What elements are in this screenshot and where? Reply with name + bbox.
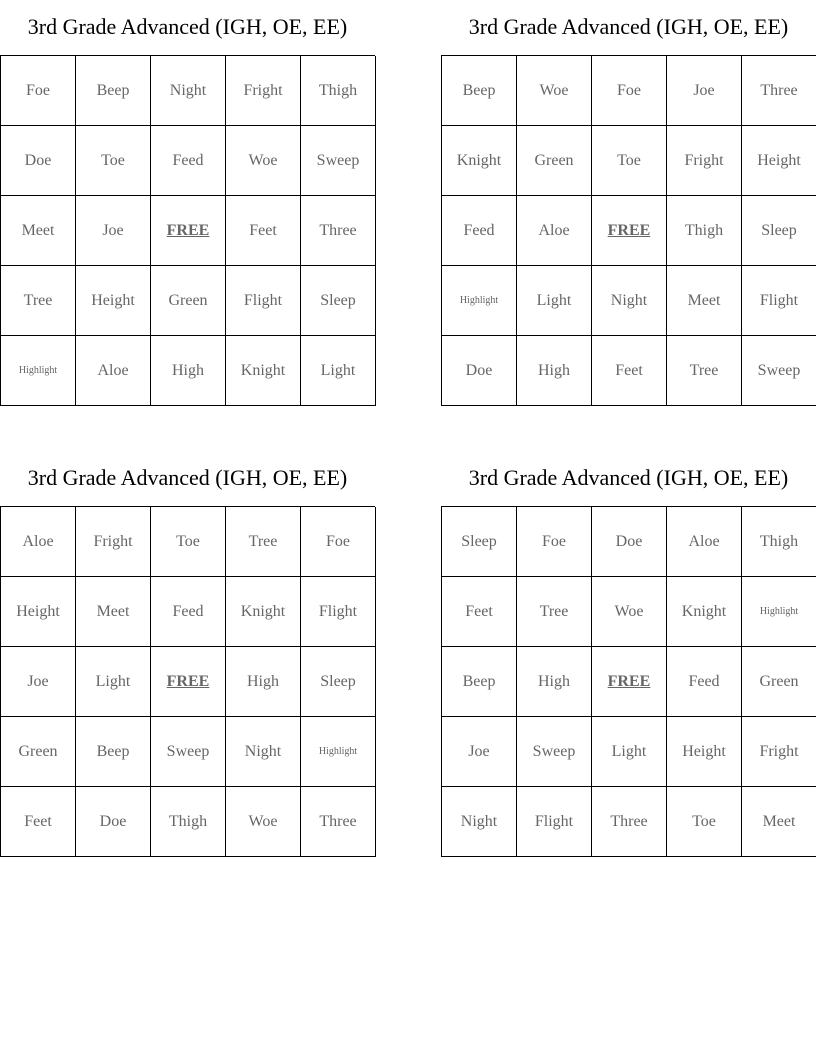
bingo-cell: Doe	[1, 126, 76, 196]
bingo-grid	[441, 55, 816, 406]
bingo-cell: Knight	[226, 336, 301, 406]
card-title: 3rd Grade Advanced (IGH, OE, EE)	[468, 465, 789, 490]
bingo-cell: Joe	[442, 717, 517, 787]
bingo-cell: Aloe	[517, 196, 592, 266]
bingo-cell: Flight	[517, 787, 592, 857]
bingo-cell: Highlight	[1, 336, 76, 406]
bingo-cell: Meet	[1, 196, 76, 266]
bingo-cell: Height	[742, 126, 816, 196]
bingo-cell: Night	[226, 717, 301, 787]
bingo-cell: Knight	[226, 577, 301, 647]
bingo-cell: Fright	[667, 126, 742, 196]
bingo-cell: Toe	[76, 126, 151, 196]
bingo-cell: Knight	[667, 577, 742, 647]
bingo-cell: Foe	[517, 507, 592, 577]
bingo-cell: Sweep	[301, 126, 376, 196]
bingo-cell: Fright	[76, 507, 151, 577]
free-space: FREE	[592, 196, 667, 266]
bingo-cell: Thigh	[151, 787, 226, 857]
bingo-cell: Feed	[151, 577, 226, 647]
bingo-cell: Toe	[592, 126, 667, 196]
bingo-cell: Green	[517, 126, 592, 196]
bingo-cell: Meet	[667, 266, 742, 336]
bingo-cell: Light	[76, 647, 151, 717]
bingo-cell: Flight	[226, 266, 301, 336]
bingo-cell: Sleep	[442, 507, 517, 577]
bingo-card-2	[441, 10, 816, 406]
bingo-cell: Night	[151, 56, 226, 126]
bingo-cell: Doe	[592, 507, 667, 577]
bingo-cell: High	[151, 336, 226, 406]
bingo-cell: Meet	[76, 577, 151, 647]
bingo-cell: Feet	[1, 787, 76, 857]
bingo-cell: Aloe	[667, 507, 742, 577]
bingo-cell: Foe	[301, 507, 376, 577]
bingo-cell: Flight	[301, 577, 376, 647]
bingo-cell: Thigh	[667, 196, 742, 266]
bingo-cell: Night	[442, 787, 517, 857]
bingo-cell: Light	[517, 266, 592, 336]
bingo-grid	[0, 506, 375, 857]
bingo-cell: Height	[667, 717, 742, 787]
bingo-cell: Aloe	[1, 507, 76, 577]
bingo-cell: Three	[301, 787, 376, 857]
bingo-cell: Foe	[1, 56, 76, 126]
bingo-cell: Beep	[76, 717, 151, 787]
bingo-cell: Sleep	[742, 196, 816, 266]
bingo-cell: Height	[76, 266, 151, 336]
bingo-grid	[441, 506, 816, 857]
bingo-cell: Beep	[442, 56, 517, 126]
bingo-cell: Beep	[76, 56, 151, 126]
bingo-cell: Green	[151, 266, 226, 336]
bingo-cell: Feet	[226, 196, 301, 266]
bingo-cell: Woe	[226, 787, 301, 857]
bingo-grid	[0, 55, 375, 406]
bingo-cell: Sweep	[151, 717, 226, 787]
bingo-cell: Toe	[667, 787, 742, 857]
bingo-cell: Woe	[592, 577, 667, 647]
bingo-cell: Foe	[592, 56, 667, 126]
bingo-cell: Night	[592, 266, 667, 336]
bingo-cell: Light	[592, 717, 667, 787]
bingo-cell: Fright	[226, 56, 301, 126]
bingo-cell: Beep	[442, 647, 517, 717]
bingo-cell: High	[517, 336, 592, 406]
free-space: FREE	[592, 647, 667, 717]
bingo-cell: Feed	[667, 647, 742, 717]
bingo-cell: Green	[1, 717, 76, 787]
card-title: 3rd Grade Advanced (IGH, OE, EE)	[468, 14, 789, 39]
bingo-cell: Thigh	[301, 56, 376, 126]
bingo-cell: Doe	[76, 787, 151, 857]
bingo-cell: Highlight	[442, 266, 517, 336]
bingo-cell: High	[226, 647, 301, 717]
bingo-cell: Joe	[1, 647, 76, 717]
bingo-cell: Tree	[226, 507, 301, 577]
free-space: FREE	[151, 196, 226, 266]
bingo-cell: Tree	[667, 336, 742, 406]
card-title: 3rd Grade Advanced (IGH, OE, EE)	[27, 465, 348, 490]
bingo-card-4	[441, 461, 816, 857]
bingo-cell: Height	[1, 577, 76, 647]
card-title: 3rd Grade Advanced (IGH, OE, EE)	[27, 14, 348, 39]
bingo-cell: Sweep	[742, 336, 816, 406]
bingo-card-1	[0, 10, 375, 406]
bingo-cell: Doe	[442, 336, 517, 406]
bingo-cell: Feet	[442, 577, 517, 647]
bingo-cell: Joe	[667, 56, 742, 126]
bingo-cell: Thigh	[742, 507, 816, 577]
bingo-cell: Fright	[742, 717, 816, 787]
bingo-cell: Tree	[1, 266, 76, 336]
bingo-cell: Green	[742, 647, 816, 717]
bingo-cell: Feet	[592, 336, 667, 406]
bingo-cell: Toe	[151, 507, 226, 577]
bingo-cell: Joe	[76, 196, 151, 266]
bingo-cell: Highlight	[742, 577, 816, 647]
bingo-cell: Highlight	[301, 717, 376, 787]
bingo-cell: Meet	[742, 787, 816, 857]
bingo-cell: Sleep	[301, 266, 376, 336]
bingo-card-3	[0, 461, 375, 857]
bingo-cell: Flight	[742, 266, 816, 336]
bingo-cell: Knight	[442, 126, 517, 196]
bingo-cell: Three	[742, 56, 816, 126]
bingo-cell: Woe	[226, 126, 301, 196]
bingo-cell: Woe	[517, 56, 592, 126]
bingo-cell: High	[517, 647, 592, 717]
bingo-cell: Three	[592, 787, 667, 857]
free-space: FREE	[151, 647, 226, 717]
bingo-cell: Sweep	[517, 717, 592, 787]
bingo-cell: Feed	[151, 126, 226, 196]
bingo-cell: Aloe	[76, 336, 151, 406]
bingo-cell: Light	[301, 336, 376, 406]
bingo-cell: Sleep	[301, 647, 376, 717]
bingo-cell: Tree	[517, 577, 592, 647]
bingo-cell: Feed	[442, 196, 517, 266]
bingo-cell: Three	[301, 196, 376, 266]
